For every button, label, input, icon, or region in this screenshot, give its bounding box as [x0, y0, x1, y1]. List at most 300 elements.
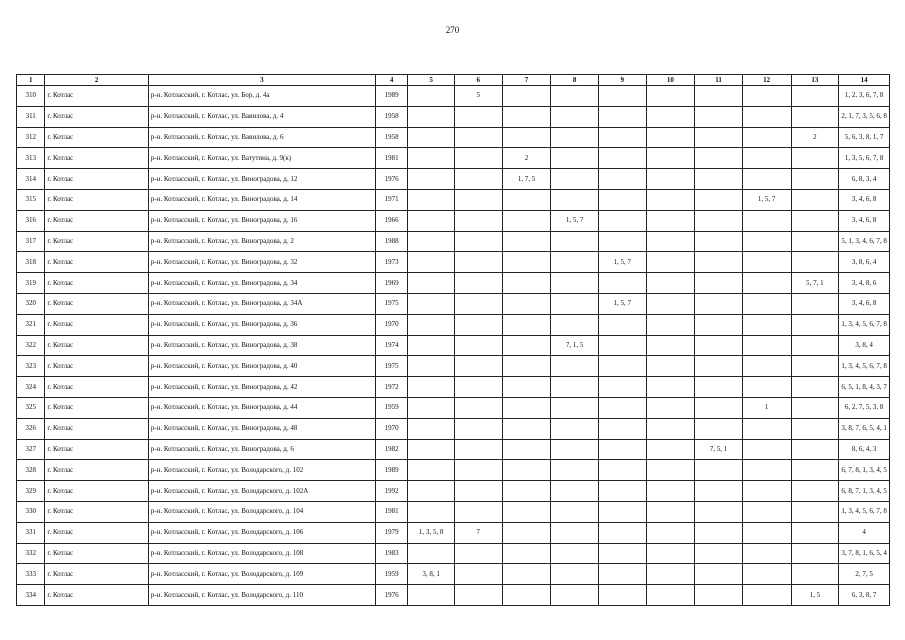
value-cell [742, 418, 791, 439]
value-cell [598, 86, 646, 107]
value-cell [408, 127, 455, 148]
value-cell [454, 106, 502, 127]
year-cell: 1982 [375, 439, 407, 460]
value-cell [502, 481, 551, 502]
column-header: 1 [17, 75, 45, 86]
row-number-cell: 330 [17, 501, 45, 522]
row-number-cell: 332 [17, 543, 45, 564]
value-cell [695, 106, 743, 127]
value-cell [791, 231, 839, 252]
summary-cell: 2, 1, 7, 3, 5, 6, 8 [839, 106, 890, 127]
value-cell [598, 564, 646, 585]
summary-cell: 1, 3, 4, 5, 6, 7, 8 [839, 314, 890, 335]
address-cell: р-н. Котласский, г. Котлас, ул. Ватутина, д. 9(к) [148, 148, 375, 169]
table-row [17, 210, 890, 231]
value-cell [742, 377, 791, 398]
value-cell [408, 501, 455, 522]
value-cell [502, 356, 551, 377]
value-cell [454, 501, 502, 522]
year-cell: 1976 [375, 585, 407, 606]
value-cell [646, 543, 695, 564]
value-cell [695, 231, 743, 252]
row-number-cell: 317 [17, 231, 45, 252]
value-cell [742, 127, 791, 148]
value-cell [646, 127, 695, 148]
table-row [17, 439, 890, 460]
value-cell [695, 189, 743, 210]
value-cell [454, 335, 502, 356]
value-cell [551, 86, 599, 107]
value-cell [791, 377, 839, 398]
value-cell: 7 [454, 522, 502, 543]
address-cell: р-н. Котласский, г. Котлас, ул. Володарского, д. 106 [148, 522, 375, 543]
table-body [17, 86, 890, 606]
column-header: 5 [408, 75, 455, 86]
year-cell: 1970 [375, 418, 407, 439]
value-cell [502, 189, 551, 210]
value-cell [408, 418, 455, 439]
value-cell [502, 460, 551, 481]
value-cell [502, 314, 551, 335]
value-cell [408, 481, 455, 502]
value-cell [742, 169, 791, 190]
value-cell [695, 397, 743, 418]
city-cell: г. Котлас [45, 231, 148, 252]
value-cell [742, 522, 791, 543]
value-cell [408, 397, 455, 418]
value-cell [598, 356, 646, 377]
value-cell [408, 314, 455, 335]
year-cell: 1988 [375, 231, 407, 252]
value-cell [454, 293, 502, 314]
value-cell [742, 356, 791, 377]
summary-cell: 5, 1, 3, 4, 6, 7, 8 [839, 231, 890, 252]
summary-cell: 3, 8, 6, 4 [839, 252, 890, 273]
table-row [17, 501, 890, 522]
value-cell [598, 501, 646, 522]
year-cell: 1979 [375, 522, 407, 543]
value-cell [742, 293, 791, 314]
value-cell [408, 273, 455, 294]
value-cell [646, 148, 695, 169]
value-cell: 1, 5 [791, 585, 839, 606]
row-number-cell: 315 [17, 189, 45, 210]
value-cell [742, 210, 791, 231]
table-row [17, 481, 890, 502]
address-cell: р-н. Котласский, г. Котлас, ул. Володарского, д. 108 [148, 543, 375, 564]
year-cell: 1959 [375, 564, 407, 585]
value-cell [791, 522, 839, 543]
value-cell [742, 273, 791, 294]
value-cell [408, 293, 455, 314]
value-cell [454, 127, 502, 148]
table-row [17, 397, 890, 418]
value-cell [695, 148, 743, 169]
address-cell: р-н. Котласский, г. Котлас, ул. Вавилова, д. 6 [148, 127, 375, 148]
value-cell [695, 252, 743, 273]
value-cell [646, 585, 695, 606]
value-cell [454, 314, 502, 335]
row-number-cell: 324 [17, 377, 45, 398]
address-cell: р-н. Котласский, г. Котлас, ул. Володарского, д. 110 [148, 585, 375, 606]
value-cell [454, 564, 502, 585]
value-cell [695, 564, 743, 585]
page-number: 270 [445, 25, 460, 35]
summary-cell: 3, 7, 8, 1, 6, 5, 4 [839, 543, 890, 564]
value-cell [408, 86, 455, 107]
value-cell: 5, 7, 1 [791, 273, 839, 294]
row-number-cell: 312 [17, 127, 45, 148]
year-cell: 1981 [375, 501, 407, 522]
value-cell [791, 293, 839, 314]
row-number-cell: 320 [17, 293, 45, 314]
value-cell [454, 585, 502, 606]
summary-cell: 6, 8, 7, 1, 3, 4, 5 [839, 481, 890, 502]
city-cell: г. Котлас [45, 356, 148, 377]
row-number-cell: 326 [17, 418, 45, 439]
value-cell [454, 210, 502, 231]
value-cell [695, 501, 743, 522]
summary-cell: 3, 4, 6, 8 [839, 189, 890, 210]
value-cell [598, 106, 646, 127]
summary-cell: 5, 6, 3, 8, 1, 7 [839, 127, 890, 148]
value-cell [408, 356, 455, 377]
value-cell [502, 86, 551, 107]
value-cell [502, 585, 551, 606]
city-cell: г. Котлас [45, 106, 148, 127]
table-row [17, 377, 890, 398]
column-header: 11 [695, 75, 743, 86]
value-cell [551, 543, 599, 564]
row-number-cell: 328 [17, 460, 45, 481]
address-cell: р-н. Котласский, г. Котлас, ул. Виноградова, д. 2 [148, 231, 375, 252]
value-cell [408, 189, 455, 210]
value-cell [791, 418, 839, 439]
year-cell: 1992 [375, 481, 407, 502]
value-cell [742, 460, 791, 481]
value-cell [695, 314, 743, 335]
row-number-cell: 325 [17, 397, 45, 418]
value-cell [502, 418, 551, 439]
year-cell: 1971 [375, 189, 407, 210]
year-cell: 1989 [375, 86, 407, 107]
year-cell: 1975 [375, 356, 407, 377]
city-cell: г. Котлас [45, 189, 148, 210]
year-cell: 1958 [375, 127, 407, 148]
table-row [17, 169, 890, 190]
address-cell: р-н. Котласский, г. Котлас, ул. Виноградова, д. 34А [148, 293, 375, 314]
value-cell [791, 210, 839, 231]
value-cell [598, 439, 646, 460]
value-cell [502, 231, 551, 252]
summary-cell: 1, 2, 3, 6, 7, 8 [839, 86, 890, 107]
value-cell [791, 252, 839, 273]
value-cell [742, 106, 791, 127]
value-cell [742, 543, 791, 564]
year-cell: 1975 [375, 293, 407, 314]
value-cell [742, 335, 791, 356]
value-cell [695, 169, 743, 190]
city-cell: г. Котлас [45, 585, 148, 606]
year-cell: 1959 [375, 397, 407, 418]
value-cell: 1, 5, 7 [598, 252, 646, 273]
value-cell [598, 273, 646, 294]
value-cell [646, 210, 695, 231]
value-cell [454, 189, 502, 210]
column-header: 6 [454, 75, 502, 86]
row-number-cell: 314 [17, 169, 45, 190]
row-number-cell: 322 [17, 335, 45, 356]
value-cell [742, 501, 791, 522]
value-cell [695, 481, 743, 502]
value-cell [408, 585, 455, 606]
city-cell: г. Котлас [45, 335, 148, 356]
value-cell [646, 293, 695, 314]
value-cell [408, 543, 455, 564]
value-cell [742, 148, 791, 169]
value-cell: 1, 7, 5 [502, 169, 551, 190]
value-cell [454, 439, 502, 460]
value-cell [695, 127, 743, 148]
summary-cell: 3, 4, 6, 8 [839, 210, 890, 231]
address-cell: р-н. Котласский, г. Котлас, ул. Виноградова, д. 44 [148, 397, 375, 418]
table-row [17, 148, 890, 169]
city-cell: г. Котлас [45, 127, 148, 148]
year-cell: 1981 [375, 148, 407, 169]
value-cell [551, 127, 599, 148]
value-cell [742, 252, 791, 273]
city-cell: г. Котлас [45, 169, 148, 190]
table-row [17, 356, 890, 377]
value-cell [551, 397, 599, 418]
value-cell [646, 231, 695, 252]
value-cell: 3, 8, 1 [408, 564, 455, 585]
value-cell [454, 397, 502, 418]
column-header: 2 [45, 75, 148, 86]
table-row [17, 231, 890, 252]
summary-cell: 3, 4, 6, 8 [839, 293, 890, 314]
row-number-cell: 321 [17, 314, 45, 335]
address-cell: р-н. Котласский, г. Котлас, ул. Виноградова, д. 6 [148, 439, 375, 460]
year-cell: 1958 [375, 106, 407, 127]
value-cell [695, 543, 743, 564]
city-cell: г. Котлас [45, 564, 148, 585]
value-cell: 1, 5, 7 [742, 189, 791, 210]
value-cell [454, 481, 502, 502]
value-cell [646, 397, 695, 418]
value-cell [791, 460, 839, 481]
value-cell [502, 335, 551, 356]
value-cell [646, 460, 695, 481]
value-cell: 1, 5, 7 [598, 293, 646, 314]
value-cell [742, 86, 791, 107]
address-cell: р-н. Котласский, г. Котлас, ул. Виноградова, д. 36 [148, 314, 375, 335]
value-cell [551, 585, 599, 606]
summary-cell: 6, 5, 1, 8, 4, 3, 7 [839, 377, 890, 398]
row-number-cell: 313 [17, 148, 45, 169]
year-cell: 1989 [375, 460, 407, 481]
year-cell: 1972 [375, 377, 407, 398]
column-header: 12 [742, 75, 791, 86]
value-cell [646, 252, 695, 273]
value-cell [502, 252, 551, 273]
summary-cell: 6, 2, 7, 5, 3, 8 [839, 397, 890, 418]
value-cell [695, 273, 743, 294]
row-number-cell: 319 [17, 273, 45, 294]
value-cell: 1 [742, 397, 791, 418]
city-cell: г. Котлас [45, 460, 148, 481]
value-cell [742, 564, 791, 585]
value-cell [551, 522, 599, 543]
address-cell: р-н. Котласский, г. Котлас, ул. Виноградова, д. 14 [148, 189, 375, 210]
summary-cell: 1, 3, 5, 6, 7, 8 [839, 148, 890, 169]
summary-cell: 3, 8, 4 [839, 335, 890, 356]
address-cell: р-н. Котласский, г. Котлас, ул. Виноградова, д. 12 [148, 169, 375, 190]
table-header-row [17, 75, 890, 86]
address-cell: р-н. Котласский, г. Котлас, ул. Володарского, д. 109 [148, 564, 375, 585]
value-cell [791, 189, 839, 210]
value-cell [598, 585, 646, 606]
value-cell [695, 460, 743, 481]
row-number-cell: 310 [17, 86, 45, 107]
table-row [17, 543, 890, 564]
value-cell [551, 252, 599, 273]
summary-cell: 1, 3, 4, 5, 6, 7, 8 [839, 501, 890, 522]
value-cell [598, 169, 646, 190]
column-header: 7 [502, 75, 551, 86]
value-cell [454, 231, 502, 252]
value-cell [454, 148, 502, 169]
column-header: 3 [148, 75, 375, 86]
value-cell [646, 356, 695, 377]
city-cell: г. Котлас [45, 522, 148, 543]
value-cell [551, 231, 599, 252]
value-cell [791, 501, 839, 522]
value-cell [454, 543, 502, 564]
value-cell [454, 460, 502, 481]
row-number-cell: 327 [17, 439, 45, 460]
value-cell: 7, 5, 1 [695, 439, 743, 460]
address-cell: р-н. Котласский, г. Котлас, ул. Вавилова, д. 4 [148, 106, 375, 127]
year-cell: 1974 [375, 335, 407, 356]
row-number-cell: 323 [17, 356, 45, 377]
year-cell: 1973 [375, 252, 407, 273]
city-cell: г. Котлас [45, 481, 148, 502]
value-cell [695, 522, 743, 543]
value-cell [598, 335, 646, 356]
value-cell [551, 377, 599, 398]
table-row [17, 314, 890, 335]
value-cell [551, 106, 599, 127]
city-cell: г. Котлас [45, 273, 148, 294]
table-row [17, 460, 890, 481]
value-cell [502, 293, 551, 314]
column-header: 13 [791, 75, 839, 86]
table-row [17, 564, 890, 585]
value-cell: 7, 1, 5 [551, 335, 599, 356]
value-cell [598, 377, 646, 398]
value-cell [408, 377, 455, 398]
value-cell [695, 377, 743, 398]
address-cell: р-н. Котласский, г. Котлас, ул. Бор, д. 4а [148, 86, 375, 107]
address-cell: р-н. Котласский, г. Котлас, ул. Виноградова, д. 38 [148, 335, 375, 356]
register-table [16, 74, 890, 606]
table-row [17, 273, 890, 294]
table-row [17, 127, 890, 148]
value-cell [502, 127, 551, 148]
value-cell [646, 86, 695, 107]
value-cell [695, 418, 743, 439]
value-cell [791, 148, 839, 169]
value-cell [551, 273, 599, 294]
value-cell [646, 501, 695, 522]
city-cell: г. Котлас [45, 501, 148, 522]
table-row [17, 252, 890, 273]
value-cell [695, 335, 743, 356]
value-cell [408, 231, 455, 252]
value-cell [742, 585, 791, 606]
value-cell [551, 481, 599, 502]
table-row [17, 86, 890, 107]
value-cell [791, 564, 839, 585]
value-cell [695, 356, 743, 377]
address-cell: р-н. Котласский, г. Котлас, ул. Виноградова, д. 32 [148, 252, 375, 273]
value-cell [502, 501, 551, 522]
row-number-cell: 311 [17, 106, 45, 127]
value-cell [598, 397, 646, 418]
value-cell [502, 439, 551, 460]
value-cell [695, 86, 743, 107]
value-cell [695, 293, 743, 314]
table-row [17, 585, 890, 606]
value-cell [408, 439, 455, 460]
value-cell [551, 148, 599, 169]
value-cell [646, 314, 695, 335]
value-cell [646, 439, 695, 460]
value-cell [646, 335, 695, 356]
value-cell [791, 439, 839, 460]
value-cell [454, 169, 502, 190]
value-cell [598, 210, 646, 231]
address-cell: р-н. Котласский, г. Котлас, ул. Виноградова, д. 48 [148, 418, 375, 439]
value-cell [408, 148, 455, 169]
summary-cell: 6, 7, 8, 1, 3, 4, 5 [839, 460, 890, 481]
address-cell: р-н. Котласский, г. Котлас, ул. Виноградова, д. 42 [148, 377, 375, 398]
value-cell [454, 273, 502, 294]
row-number-cell: 318 [17, 252, 45, 273]
row-number-cell: 333 [17, 564, 45, 585]
value-cell [646, 189, 695, 210]
value-cell [502, 397, 551, 418]
value-cell [551, 314, 599, 335]
value-cell: 2 [791, 127, 839, 148]
value-cell [695, 210, 743, 231]
value-cell [551, 564, 599, 585]
value-cell [646, 169, 695, 190]
address-cell: р-н. Котласский, г. Котлас, ул. Володарского, д. 102 [148, 460, 375, 481]
value-cell [551, 293, 599, 314]
value-cell [695, 585, 743, 606]
summary-cell: 8, 6, 4, 3 [839, 439, 890, 460]
value-cell [646, 418, 695, 439]
summary-cell: 6, 3, 8, 7 [839, 585, 890, 606]
value-cell [646, 106, 695, 127]
column-header: 14 [839, 75, 890, 86]
summary-cell: 3, 8, 7, 6, 5, 4, 1 [839, 418, 890, 439]
address-cell: р-н. Котласский, г. Котлас, ул. Виноградова, д. 16 [148, 210, 375, 231]
year-cell: 1983 [375, 543, 407, 564]
city-cell: г. Котлас [45, 377, 148, 398]
